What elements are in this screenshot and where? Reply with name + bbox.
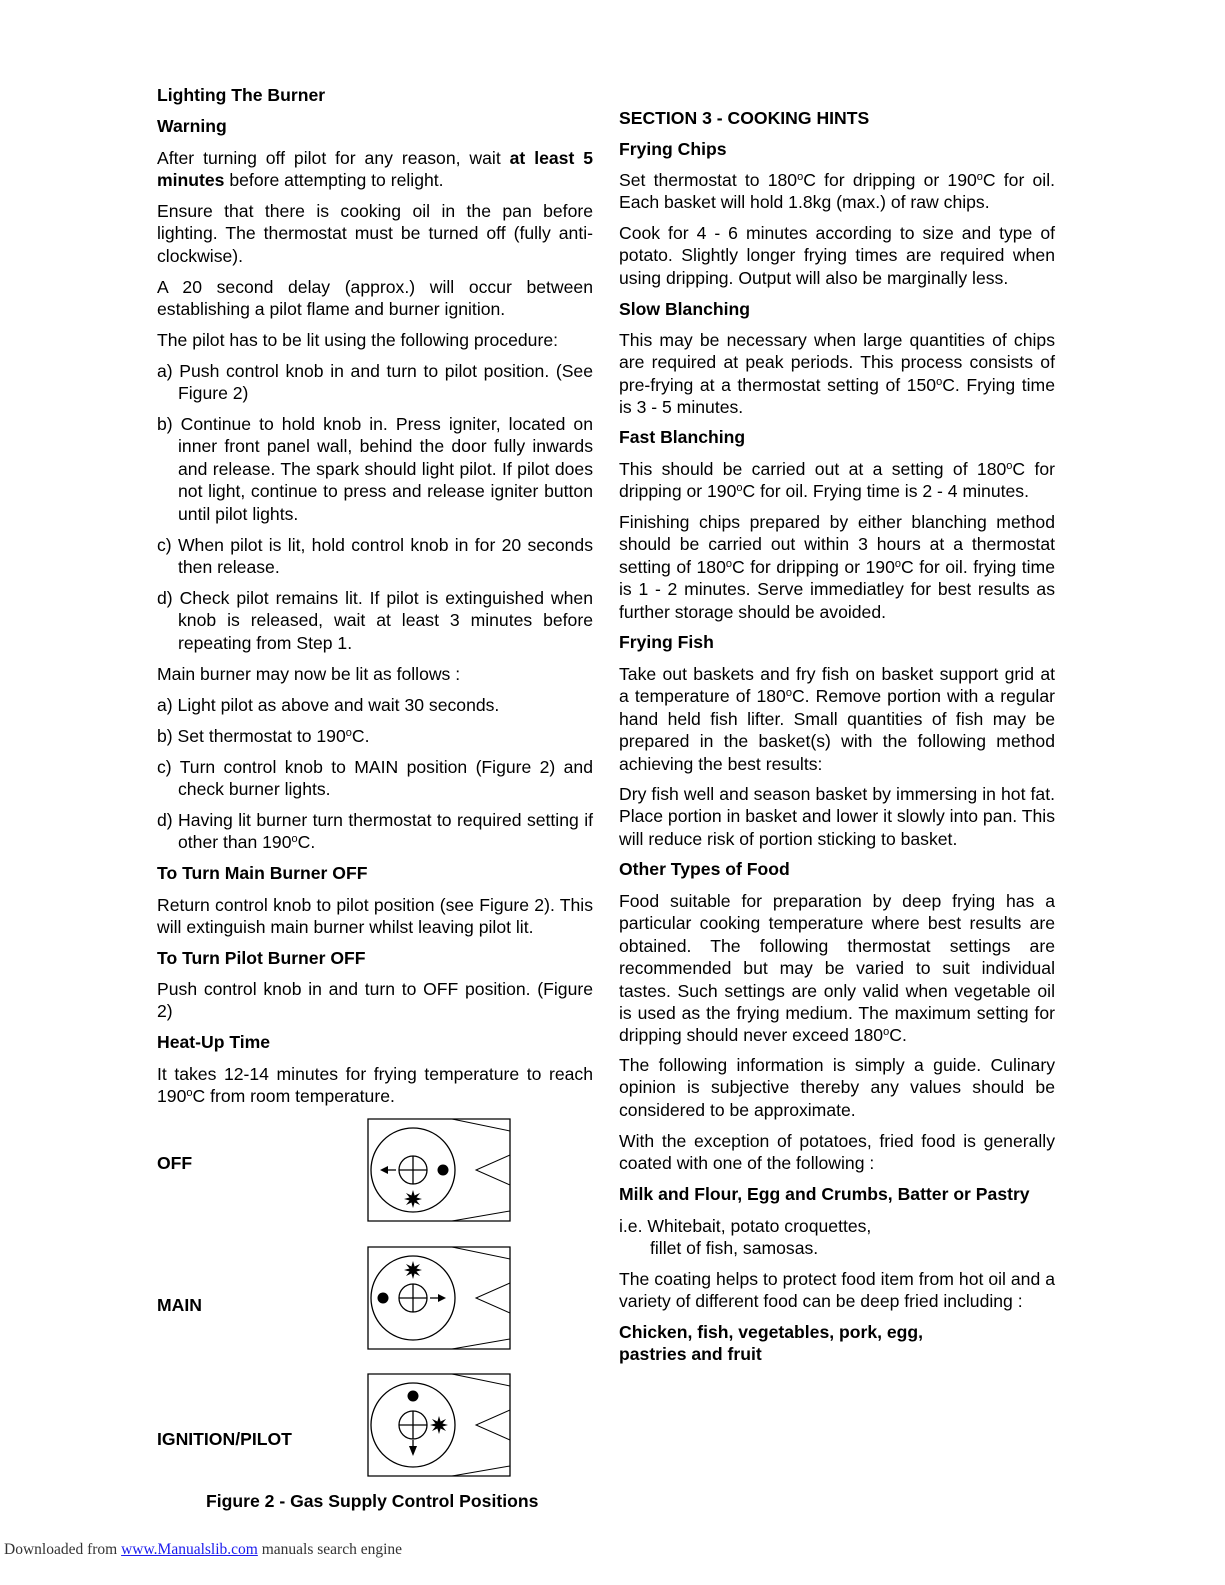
warning-paragraph: After turning off pilot for any reason, wait at least 5 minutes before attempting to relight. xyxy=(157,148,593,191)
target-crosshair-icon xyxy=(399,1156,427,1184)
spark-icon xyxy=(404,1190,422,1208)
dry-fish-paragraph: Dry fish well and season basket by immersing in hot fat. Place portion in basket and lower it slowly into pan. This will reduce risk of portion sticking to basket. xyxy=(619,784,1055,849)
heading-warning: Warning xyxy=(157,116,227,136)
exception-paragraph: With the exception of potatoes, fried food is generally coated with one of the following : xyxy=(619,1131,1055,1174)
frying-fish-paragraph: Take out baskets and fry fish on basket support grid at a temperature of 180$^o$C. Remove portion with a regular hand held fish lifter. Small quantities of fish may be prepared in the basket(s) with the following method achieving the best results: xyxy=(619,664,1055,774)
fast-blanching-paragraph: This should be carried out at a setting of 180$^o$C for dripping or 190$^o$C for oil. Frying time is 2 - 4 minutes. xyxy=(619,459,1055,502)
heat-up-paragraph: It takes 12-14 minutes for frying temperature to reach 190$^o$C from room temperature. xyxy=(157,1064,593,1107)
pilot-step-a: a) Push control knob in and turn to pilot position. (See Figure 2) xyxy=(157,361,593,404)
delay-paragraph: A 20 second delay (approx.) will occur between establishing a pilot flame and burner ignition. xyxy=(157,277,593,320)
frying-chips-paragraph: Set thermostat to 180$^o$C for dripping or 190$^o$C for oil. Each basket will hold 1.8kg (max.) of raw chips. xyxy=(619,170,1055,213)
target-crosshair-icon xyxy=(399,1411,427,1439)
guide-paragraph: The following information is simply a guide. Culinary opinion is subjective thereby any values should be considered to be approximate. xyxy=(619,1055,1055,1120)
main-dot-icon xyxy=(408,1391,419,1402)
main-dot-icon xyxy=(378,1293,389,1304)
heading-other-types-of-food: Other Types of Food xyxy=(619,859,790,879)
heading-coatings: Milk and Flour, Egg and Crumbs, Batter or Pastry xyxy=(619,1184,1030,1204)
main-step-a: a) Light pilot as above and wait 30 seconds. xyxy=(157,695,500,715)
turn-main-off-paragraph: Return control knob to pilot position (see Figure 2). This will extinguish main burner whilst leaving pilot lit. xyxy=(157,895,593,938)
target-crosshair-icon xyxy=(399,1284,427,1312)
main-step-d: d) Having lit burner turn thermostat to required setting if other than 190$^o$C. xyxy=(157,810,593,853)
main-dot-icon xyxy=(438,1165,449,1176)
examples-list: i.e. Whitebait, potato croquettes, fillet of fish, samosas. xyxy=(619,1216,872,1259)
heading-heat-up-time: Heat-Up Time xyxy=(157,1032,271,1052)
pointer-icon xyxy=(380,1166,388,1174)
figure-label-ignition-pilot: IGNITION/PILOT xyxy=(157,1429,292,1449)
pilot-step-d: d) Check pilot remains lit. If pilot is extinguished when knob is released, wait at least 3 minutes before repeating from Step 1. xyxy=(157,588,593,653)
other-food-paragraph: Food suitable for preparation by deep frying has a particular cooking temperature where best results are obtained. The following thermostat settings are recommended but may be varied to suit individual tastes. Such settings are only valid when vegetable oil is used as the frying medium. The maximum setting for dripping should never exceed 180$^o$C. xyxy=(619,891,1055,1046)
coating-paragraph: The coating helps to protect food item from hot oil and a variety of different food can be deep fried including : xyxy=(619,1269,1055,1312)
heading-lighting-the-burner: Lighting The Burner xyxy=(157,85,326,105)
foods-bold-list: Chicken, fish, vegetables, pork, egg, pastries and fruit xyxy=(619,1322,924,1365)
figure-label-off: OFF xyxy=(157,1153,193,1173)
pilot-step-c: c) When pilot is lit, hold control knob in for 20 seconds then release. xyxy=(157,535,593,578)
control-knob-off-diagram xyxy=(366,1117,514,1225)
heading-turn-pilot-burner-off: To Turn Pilot Burner OFF xyxy=(157,948,366,968)
ensure-oil-paragraph: Ensure that there is cooking oil in the pan before lighting. The thermostat must be turned off (fully anti-clockwise). xyxy=(157,201,593,266)
heading-section-3-cooking-hints: SECTION 3 - COOKING HINTS xyxy=(619,108,870,128)
spark-icon xyxy=(404,1261,422,1279)
heading-frying-chips: Frying Chips xyxy=(619,139,727,159)
pointer-icon xyxy=(409,1446,417,1456)
turn-pilot-off-paragraph: Push control knob in and turn to OFF position. (Figure 2) xyxy=(157,979,593,1022)
finishing-chips-paragraph: Finishing chips prepared by either blanching method should be carried out within 3 hours at a thermostat setting of 180$^o$C for dripping or 190$^o$C for oil. frying time is 1 - 2 minutes. Serve immediatley for best results as further storage should be avoided. xyxy=(619,512,1055,622)
manualslib-link[interactable]: www.Manualslib.com xyxy=(121,1541,258,1558)
heading-turn-main-burner-off: To Turn Main Burner OFF xyxy=(157,863,368,883)
control-knob-main-diagram xyxy=(366,1245,514,1353)
figure-caption: Figure 2 - Gas Supply Control Positions xyxy=(206,1491,539,1511)
heading-slow-blanching: Slow Blanching xyxy=(619,299,750,319)
pointer-icon xyxy=(438,1294,446,1302)
slow-blanching-paragraph: This may be necessary when large quantities of chips are required at peak periods. This process consists of pre-frying at a thermostat setting of 150$^o$C. Frying time is 3 - 5 minutes. xyxy=(619,330,1056,418)
download-footer: Downloaded from www.Manualslib.com manuals search engine xyxy=(4,1541,403,1558)
pilot-step-b: b) Continue to hold knob in. Press igniter, located on inner front panel wall, behind the door fully inwards and release. The spark should light pilot. If pilot does not light, continue to press and release igniter button until pilot lights. xyxy=(157,414,593,524)
spark-icon xyxy=(430,1416,448,1434)
main-burner-intro: Main burner may now be lit as follows : xyxy=(157,664,461,684)
heading-fast-blanching: Fast Blanching xyxy=(619,427,746,447)
cook-time-paragraph: Cook for 4 - 6 minutes according to size and type of potato. Slightly longer frying times are required when using dripping. Output will also be marginally less. xyxy=(619,223,1055,288)
main-step-b: b) Set thermostat to 190$^o$C. xyxy=(157,726,370,746)
procedure-paragraph: The pilot has to be lit using the following procedure: xyxy=(157,330,558,350)
control-knob-ignition-pilot-diagram xyxy=(366,1372,514,1480)
main-step-c: c) Turn control knob to MAIN position (Figure 2) and check burner lights. xyxy=(157,757,593,800)
heading-frying-fish: Frying Fish xyxy=(619,632,714,652)
figure-label-main: MAIN xyxy=(157,1295,202,1315)
